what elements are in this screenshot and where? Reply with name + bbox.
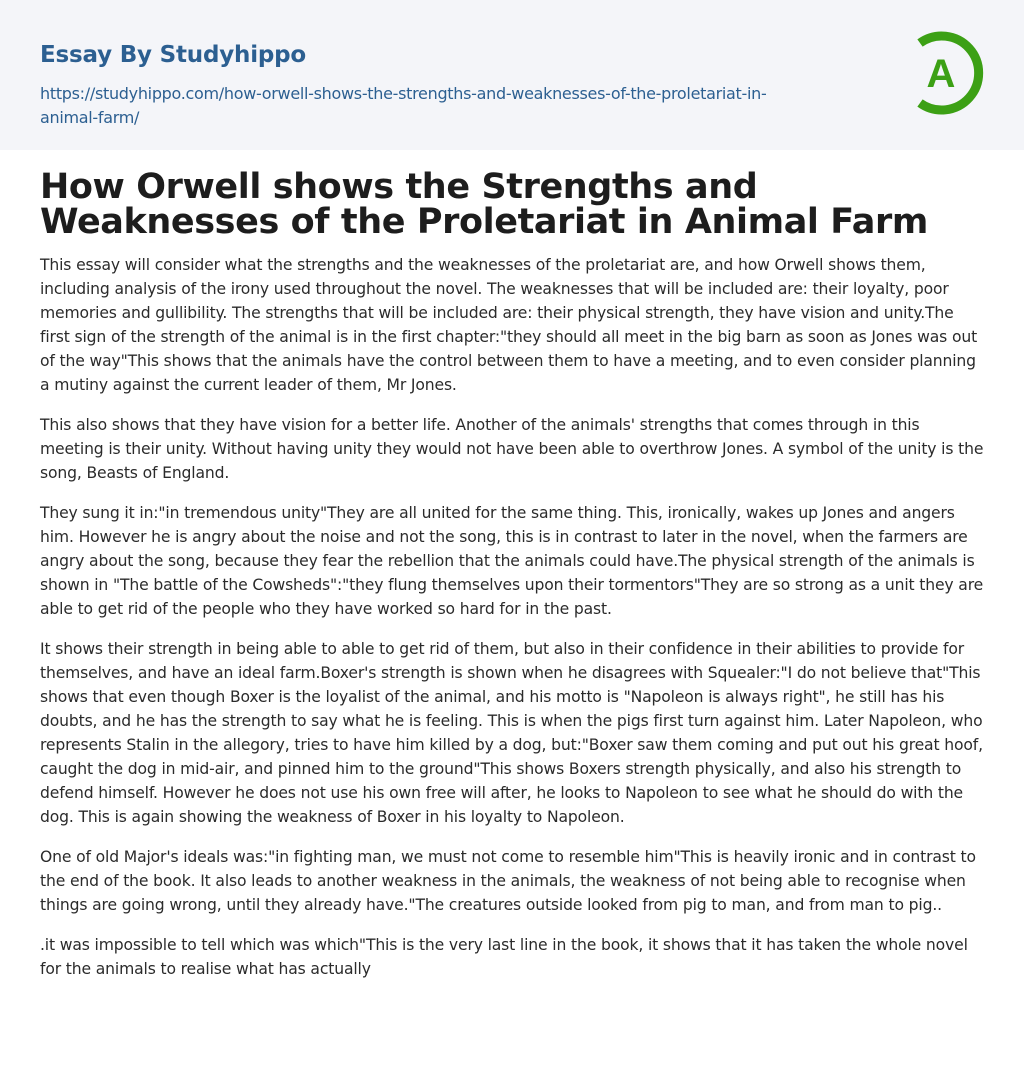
essay-url-link[interactable]: https://studyhippo.com/how-orwell-shows-the-strengths-and-weaknesses-of-the-proletariat-in-animal-farm/ xyxy=(40,84,767,127)
essay-title: How Orwell shows the Strengths and Weaknesses of the Proletariat in Animal Farm xyxy=(40,167,928,242)
essay-paragraph: They sung it in:"in tremendous unity"They are all united for the same thing. This, ironically, wakes up Jones and angers him. However he is angry about the noise and not the song, this is in contrast to later in the novel, when the farmers are angry about the song, because they fear the rebellion that the animals could have.The physical strength of the animals is shown in "The battle of the Cowsheds":"they flung themselves upon their tormentors"They are so strong as a unit they are able to get rid of the people who they have worked so hard for in the past. xyxy=(40,504,984,618)
site-brand[interactable]: Essay By Studyhippo xyxy=(40,42,307,68)
essay-paragraph: This also shows that they have vision for a better life. Another of the animals' strengths that comes through in this meeting is their unity. Without having unity they would not have been able to overthrow Jones. A symbol of the unity is the song, Beasts of England. xyxy=(40,416,984,482)
essay-paragraph: .it was impossible to tell which was which"This is the very last line in the book, it shows that it has taken the whole novel for the animals to realise what has actually xyxy=(40,936,968,978)
logo-letter: A xyxy=(926,52,956,96)
essay-content xyxy=(0,150,1024,981)
site-header xyxy=(0,0,1024,150)
studyhippo-logo-icon[interactable] xyxy=(898,30,984,116)
essay-paragraph: This essay will consider what the strengths and the weaknesses of the proletariat are, and how Orwell shows them, including analysis of the irony used throughout the novel. The weaknesses that will be included are: their loyalty, poor memories and gullibility. The strengths that will be included are: their physical strength, they have vision and unity.The first sign of the strength of the animal is in the first chapter:"they should all meet in the big barn as soon as Jones was out of the way"This shows that the animals have the control between them to have a meeting, and to even consider planning a mutiny against the current leader of them, Mr Jones. xyxy=(40,256,978,394)
essay-paragraph: It shows their strength in being able to able to get rid of them, but also in their confidence in their abilities to provide for themselves, and have an ideal farm.Boxer's strength is shown when he disagrees with Squealer:"I do not believe that"This shows that even though Boxer is the loyalist of the animal, and his motto is "Napoleon is always right", he still has his doubts, and he has the strength to say what he is feeling. This is when the pigs first turn against him. Later Napoleon, who represents Stalin in the allegory, tries to have him killed by a dog, but:"Boxer saw them coming and put out his great hoof, caught the dog in mid-air, and pinned him to the ground"This shows Boxers strength physically, and also his strength to defend himself. However he does not use his own free will after, he looks to Napoleon to see what he should do with the dog. This is again showing the weakness of Boxer in his loyalty to Napoleon. xyxy=(40,640,983,826)
essay-paragraph: One of old Major's ideals was:"in fighting man, we must not come to resemble him"This is heavily ironic and in contrast to the end of the book. It also leads to another weakness in the animals, the weakness of not being able to recognise when things are going wrong, until they already have."The creatures outside looked from pig to man, and from man to pig.. xyxy=(40,848,976,914)
